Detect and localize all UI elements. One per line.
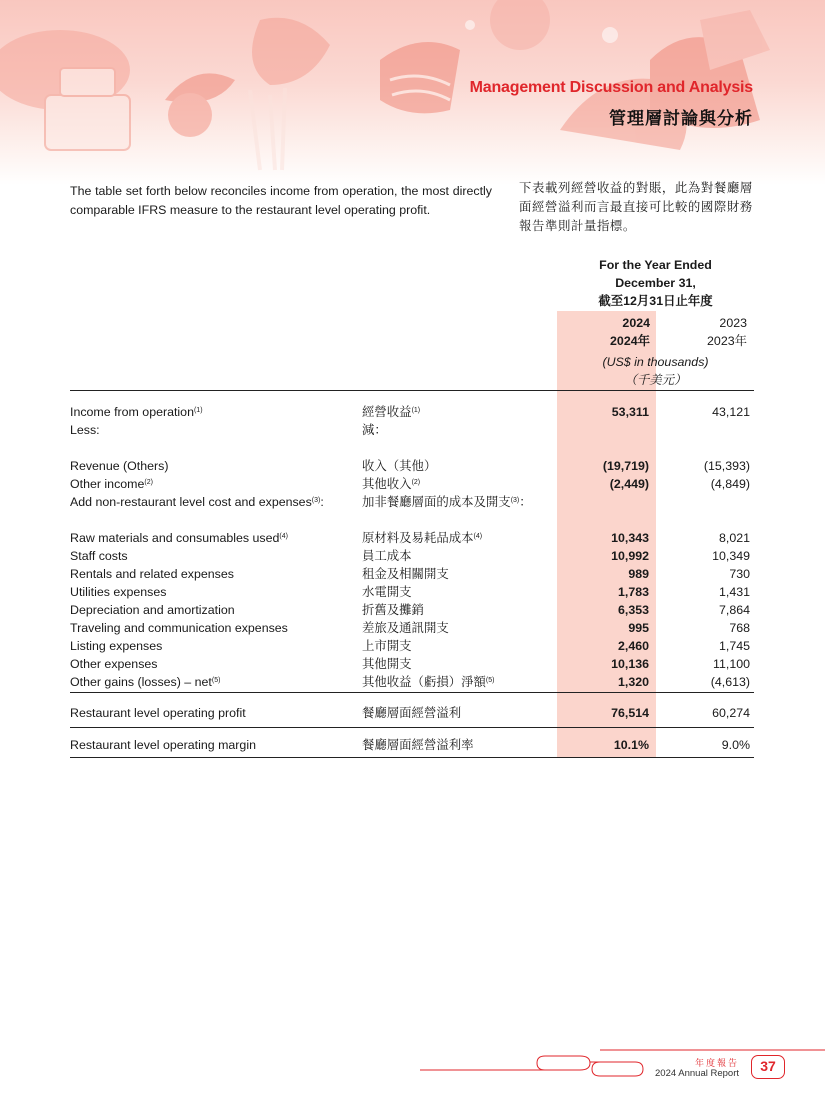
value-2023: 7,864	[718, 603, 750, 617]
footer-report-zh: 年度報告	[694, 1058, 739, 1068]
value-2024: 989	[628, 567, 649, 581]
value-2024: 1,783	[617, 585, 649, 599]
row-label-zh: 差旅及通訊開支	[362, 621, 449, 635]
row-label-zh: 租金及相關開支	[362, 567, 449, 581]
row-label-en: Restaurant level operating profit	[70, 706, 246, 720]
value-2024: 995	[628, 621, 649, 635]
table-bottom-rule	[70, 757, 754, 758]
total-rule	[70, 727, 754, 728]
value-2023: 1,745	[718, 639, 750, 653]
table-row	[70, 547, 754, 565]
table-row	[70, 565, 754, 583]
value-2024: 6,353	[617, 603, 649, 617]
value-2024: 2,460	[617, 639, 649, 653]
table-row	[70, 493, 754, 511]
row-label-en: Depreciation and amortization	[70, 603, 235, 617]
row-label-en: Other gains (losses) – net$^{(5)}$	[70, 675, 221, 689]
table-top-rule	[70, 390, 754, 391]
row-label-en: Other income$^{(2)}$	[70, 477, 153, 491]
row-label-en: Rentals and related expenses	[70, 567, 234, 581]
row-label-en: Utilities expenses	[70, 585, 167, 599]
table-row	[70, 637, 754, 655]
table-row	[70, 529, 754, 547]
row-label-zh: 減：	[362, 423, 387, 437]
row-label-zh: 其他收益（虧損）淨額$^{(5)}$	[362, 675, 495, 689]
value-2024: 1,320	[617, 675, 649, 689]
period-header-zh: 截至12月31日止年度	[598, 294, 713, 308]
value-2023: (15,393)	[703, 459, 750, 473]
table-row	[70, 421, 754, 439]
row-label-en: Restaurant level operating margin	[70, 738, 256, 752]
year-2024-label-zh: 2024年	[610, 334, 650, 348]
table-row	[70, 475, 754, 493]
period-header	[557, 256, 754, 310]
page-title-zh: 管理層討論與分析	[609, 109, 753, 128]
table-row	[70, 673, 754, 691]
table-row	[70, 403, 754, 421]
unit-label-en: (US$ in thousands)	[602, 355, 709, 369]
table-row	[70, 583, 754, 601]
row-label-en: Staff costs	[70, 549, 128, 563]
row-label-zh: 員工成本	[362, 549, 412, 563]
value-2024: 10.1%	[613, 738, 649, 752]
row-label-en: Revenue (Others)	[70, 459, 169, 473]
value-2023: 768	[729, 621, 750, 635]
row-label-en: Income from operation$^{(1)}$	[70, 405, 203, 419]
table-row	[70, 601, 754, 619]
page-number: 37	[751, 1055, 785, 1079]
value-2023: 730	[729, 567, 750, 581]
row-label-zh: 其他開支	[362, 657, 412, 671]
value-2024: 10,136	[611, 657, 649, 671]
value-2024: (2,449)	[609, 477, 649, 491]
year-2023-label: 2023	[719, 316, 747, 330]
row-label-zh: 折舊及攤銷	[362, 603, 424, 617]
subtotal-rule	[70, 692, 754, 693]
row-label-zh: 水電開支	[362, 585, 412, 599]
period-header-line2: December 31,	[615, 276, 696, 290]
table-row-total	[70, 704, 754, 722]
year-2024-label: 2024	[622, 316, 650, 330]
intro-paragraph-zh: 下表載列經營收益的對賬，此為對餐廳層面經營溢利而言最直接可比較的國際財務報告準則計量指標。	[519, 181, 753, 233]
period-header-line1: For the Year Ended	[599, 258, 712, 272]
row-label-en: Add non-restaurant level cost and expenses$^{(3)}$:	[70, 495, 324, 509]
value-2023: 10,349	[712, 549, 750, 563]
row-label-zh: 經營收益$^{(1)}$	[362, 405, 421, 419]
value-2023: 60,274	[712, 706, 750, 720]
intro-paragraph-en: The table set forth below reconciles income from operation, the most directly comparable IFRS measure to the restaurant level operating profit.	[70, 184, 492, 217]
unit-label-zh: （千美元）	[624, 373, 687, 387]
value-2023: 9.0%	[721, 738, 750, 752]
footer-report-en: 2024 Annual Report	[655, 1068, 739, 1079]
unit-header	[557, 353, 754, 389]
row-label-zh: 收入（其他）	[362, 459, 437, 473]
value-2024: 10,343	[611, 531, 649, 545]
value-2023: 1,431	[718, 585, 750, 599]
row-label-zh: 餐廳層面經營溢利	[362, 706, 462, 720]
table-row-margin	[70, 736, 754, 754]
page-title-en: Management Discussion and Analysis	[469, 79, 753, 96]
row-label-zh: 加非餐廳層面的成本及開支$^{(3)}$：	[362, 495, 532, 509]
value-2023: (4,613)	[710, 675, 750, 689]
row-label-en: Raw materials and consumables used$^{(4)}$	[70, 531, 288, 545]
row-label-zh: 原材料及易耗品成本$^{(4)}$	[362, 531, 483, 545]
value-2024: (19,719)	[602, 459, 649, 473]
year-2023-header	[656, 314, 747, 350]
value-2024: 53,311	[611, 405, 649, 419]
value-2023: 11,100	[713, 657, 750, 671]
value-2023: 43,121	[712, 405, 750, 419]
value-2023: 8,021	[718, 531, 750, 545]
table-row	[70, 457, 754, 475]
row-label-zh: 其他收入$^{(2)}$	[362, 477, 421, 491]
table-row	[70, 655, 754, 673]
year-2023-label-zh: 2023年	[707, 334, 747, 348]
row-label-zh: 餐廳層面經營溢利率	[362, 738, 474, 752]
value-2024: 76,514	[611, 706, 649, 720]
value-2023: (4,849)	[710, 477, 750, 491]
table-row	[70, 619, 754, 637]
row-label-en: Other expenses	[70, 657, 158, 671]
row-label-en: Listing expenses	[70, 639, 163, 653]
row-label-zh: 上市開支	[362, 639, 412, 653]
row-label-en: Less:	[70, 423, 100, 437]
year-2024-header	[557, 314, 650, 350]
row-label-en: Traveling and communication expenses	[70, 621, 288, 635]
value-2024: 10,992	[611, 549, 649, 563]
